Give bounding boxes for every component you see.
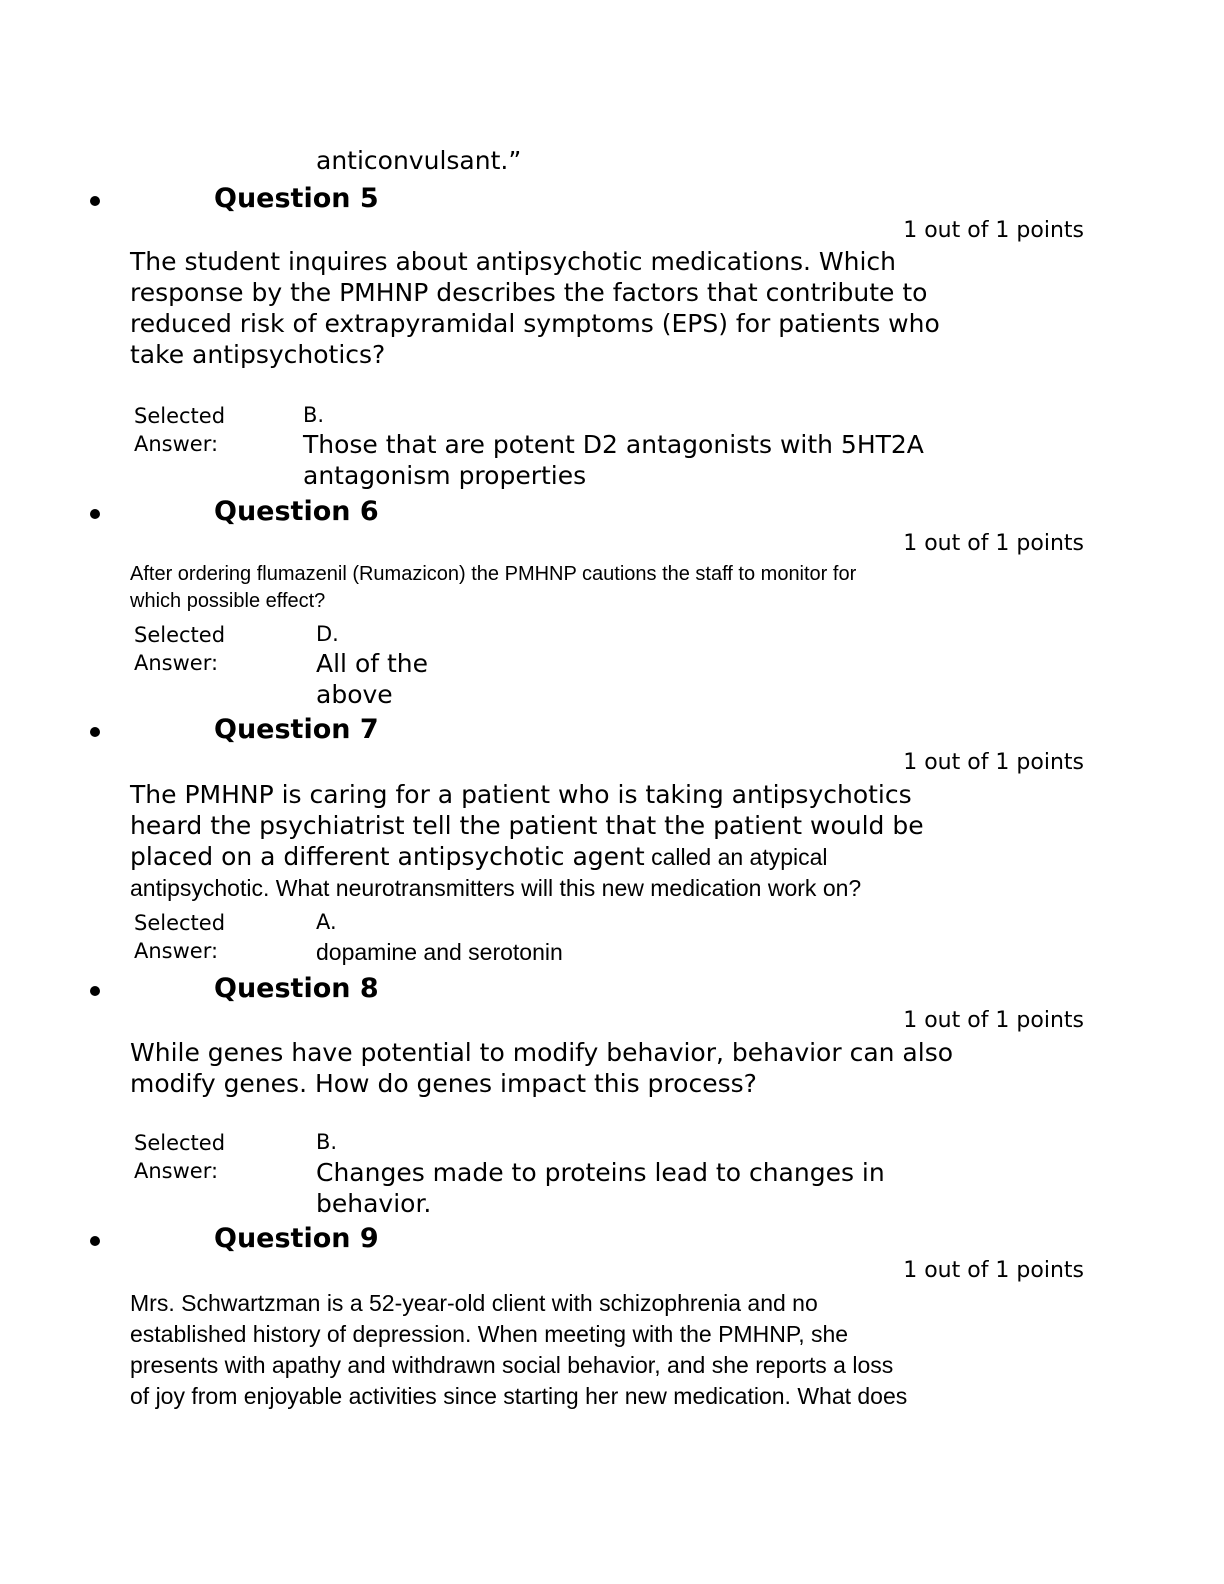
bullet-icon	[90, 196, 100, 206]
question-8-answer	[316, 1157, 885, 1219]
question-5-text	[130, 246, 940, 370]
label-line: Selected	[134, 1131, 226, 1155]
question-8-text	[130, 1037, 953, 1099]
question-7-answer-letter: A.	[316, 910, 337, 934]
selected-answer-label	[134, 909, 225, 965]
question-8-points: 1 out of 1 points	[903, 1008, 1084, 1033]
label-line: Answer:	[134, 939, 219, 963]
question-8-answer-letter: B.	[316, 1130, 338, 1154]
question-9-text	[130, 1288, 907, 1412]
answer-line: behavior.	[316, 1189, 432, 1218]
question-8-title: Question 8	[214, 973, 379, 1004]
question-text-line: presents with apathy and withdrawn social behavior, and she reports a loss	[130, 1352, 894, 1378]
question-text-line: antipsychotic. What neurotransmitters will this new medication work on?	[130, 875, 862, 901]
question-9-points: 1 out of 1 points	[903, 1258, 1084, 1283]
question-5-answer	[303, 429, 924, 491]
selected-answer-label	[134, 1129, 225, 1185]
question-9-title: Question 9	[214, 1223, 379, 1254]
selected-answer-label	[134, 621, 225, 677]
question-text-segment: called an atypical	[644, 844, 828, 870]
label-line: Answer:	[134, 1159, 219, 1183]
bullet-icon	[90, 986, 100, 996]
question-6-points: 1 out of 1 points	[903, 531, 1084, 556]
question-text-line: reduced risk of extrapyramidal symptoms (EPS) for patients who	[130, 309, 940, 338]
question-6-text	[130, 561, 856, 615]
question-text-line: The student inquires about antipsychotic medications. Which	[130, 247, 897, 276]
question-5-points: 1 out of 1 points	[903, 218, 1084, 243]
question-7-answer	[316, 937, 563, 968]
question-text-line: response by the PMHNP describes the factors that contribute to	[130, 278, 928, 307]
question-7-points: 1 out of 1 points	[903, 750, 1084, 775]
answer-line: dopamine and serotonin	[316, 939, 563, 965]
question-text-line: which possible effect?	[130, 590, 326, 612]
question-text-line: modify genes. How do genes impact this process?	[130, 1069, 757, 1098]
question-text-line: After ordering flumazenil (Rumazicon) the PMHNP cautions the staff to monitor for	[130, 563, 857, 585]
answer-line: All of the	[316, 649, 429, 678]
question-6-answer-letter: D.	[316, 622, 339, 646]
answer-line: Changes made to proteins lead to changes in	[316, 1158, 885, 1187]
question-text-line: take antipsychotics?	[130, 340, 386, 369]
question-text-line: While genes have potential to modify behavior, behavior can also	[130, 1038, 954, 1067]
question-text-segment: placed on a different antipsychotic agent	[130, 842, 645, 871]
label-line: Selected	[134, 623, 226, 647]
answer-line: Those that are potent D2 antagonists with 5HT2A	[303, 430, 924, 459]
question-7-title: Question 7	[214, 714, 379, 745]
label-line: Answer:	[134, 651, 219, 675]
question-text-line: heard the psychiatrist tell the patient that the patient would be	[130, 811, 924, 840]
question-text-line	[130, 841, 924, 873]
bullet-icon	[90, 1236, 100, 1246]
selected-answer-label	[134, 402, 225, 458]
answer-line: antagonism properties	[303, 461, 587, 490]
question-7-text	[130, 779, 924, 904]
question-6-answer	[316, 648, 428, 710]
previous-answer-tail: anticonvulsant.”	[316, 146, 522, 175]
label-line: Answer:	[134, 432, 219, 456]
question-5-answer-letter: B.	[303, 403, 325, 427]
label-line: Selected	[134, 404, 226, 428]
question-text-line: Mrs. Schwartzman is a 52-year-old client with schizophrenia and no	[130, 1290, 818, 1316]
question-text-line: The PMHNP is caring for a patient who is taking antipsychotics	[130, 780, 912, 809]
question-text-line: of joy from enjoyable activities since starting her new medication. What does	[130, 1383, 908, 1409]
label-line: Selected	[134, 911, 226, 935]
question-5-title: Question 5	[214, 183, 379, 214]
answer-line: above	[316, 680, 393, 709]
question-text-line: established history of depression. When meeting with the PMHNP, she	[130, 1321, 849, 1347]
bullet-icon	[90, 509, 100, 519]
bullet-icon	[90, 727, 100, 737]
question-6-title: Question 6	[214, 496, 379, 527]
